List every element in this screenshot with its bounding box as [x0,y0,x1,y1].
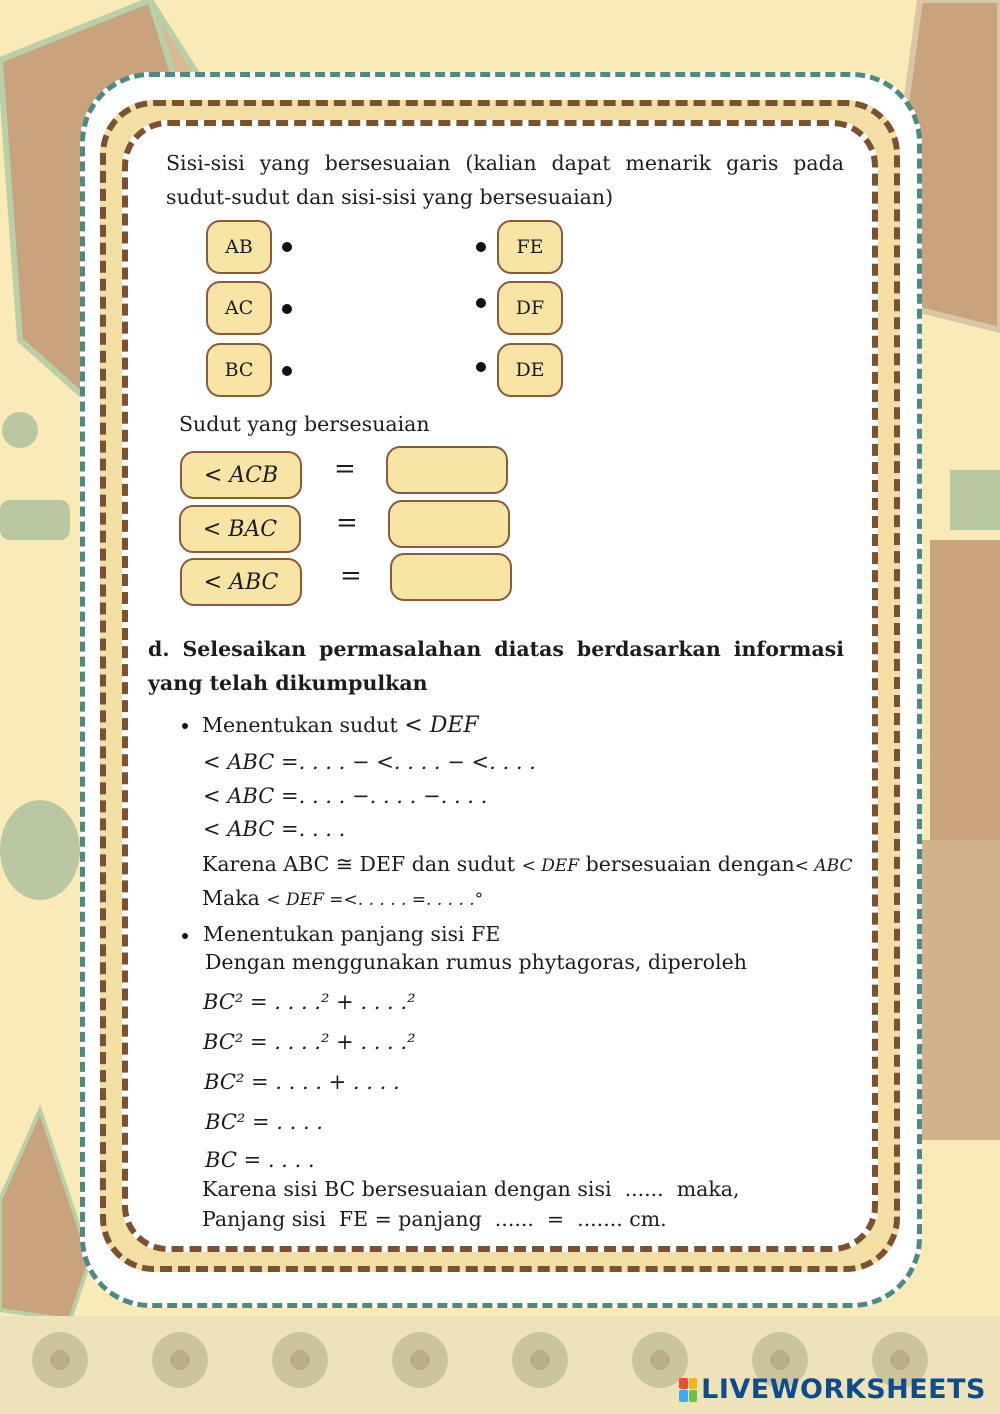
equals-sign-2: = [336,508,358,538]
maka-math: < DEF =<. . . . . =. . . . .° [266,890,484,910]
angles-heading: Sudut yang bersesuaian [179,412,430,436]
side-box-ab: AB [206,220,272,274]
answer-box-bac[interactable] [388,500,510,548]
intro-paragraph: Sisi-sisi yang bersesuaian (kalian dapat menarik garis pada sudut-sudut dan sisi-sisi yang bersesuaian) [166,151,844,209]
side-box-bc: BC [206,343,272,397]
side-box-fe: FE [497,220,563,274]
bullet-1 [182,723,188,729]
angle-line-3: < ABC =. . . . [203,817,346,841]
answer-box-abc[interactable] [390,553,512,601]
liveworksheets-logo-icon [679,1378,697,1402]
match-dot-bc[interactable] [282,366,292,376]
karena-text-b: bersesuaian dengan [585,852,795,876]
match-dot-fe[interactable] [476,242,486,252]
conclusion-line-1: Karena sisi BC bersesuaian dengan sisi ...... maka, [202,1177,740,1201]
bullet-2 [182,933,188,939]
maka-line [202,886,483,911]
angle-line-2: < ABC =. . . . −. . . . −. . . . [203,784,488,808]
equals-sign-3: = [340,561,362,591]
answer-box-acb[interactable] [386,446,508,494]
match-dot-df[interactable] [476,298,486,308]
pythagoras-line-4: BC² = . . . . [205,1110,323,1134]
angle-box-abc: < ABC [180,558,302,606]
pythagoras-line-5: BC = . . . . [205,1148,315,1172]
liveworksheets-logo [679,1374,986,1405]
part1-title-text: Menentukan sudut [202,713,398,737]
conclusion-line-2: Panjang sisi FE = panjang ...... = ....... cm. [202,1207,667,1231]
side-box-df: DF [497,281,563,335]
pythagoras-line-1: BC² = . . . .² + . . . .² [203,990,416,1014]
match-dot-ab[interactable] [282,242,292,252]
part1-title [202,713,479,739]
karena-math-def: < DEF [521,856,580,876]
angle-box-acb: < ACB [180,451,302,499]
match-dot-de[interactable] [476,362,486,372]
karena-line [202,852,853,877]
angle-line-1: < ABC =. . . . − <. . . . − <. . . . [203,750,536,774]
part2-title: Menentukan panjang sisi FE [203,922,501,946]
equals-sign-1: = [334,454,356,484]
part2-subtitle: Dengan menggunakan rumus phytagoras, diperoleh [205,950,747,974]
karena-text-a: Karena ABC ≅ DEF dan sudut [202,852,516,876]
maka-text: Maka [202,886,260,910]
side-box-ac: AC [206,281,272,335]
karena-math-abc: < ABC [794,856,853,876]
pythagoras-line-3: BC² = . . . . + . . . . [204,1070,400,1094]
section-d-heading: d. Selesaikan permasalahan diatas berdasarkan informasi yang telah dikumpulkan [148,637,844,695]
part1-title-math: < DEF [404,713,479,738]
match-dot-ac[interactable] [282,304,292,314]
angle-box-bac: < BAC [179,505,301,553]
pythagoras-line-2: BC² = . . . .² + . . . .² [203,1030,416,1054]
side-box-de: DE [497,343,563,397]
brand-text: LIVEWORKSHEETS [701,1374,986,1405]
